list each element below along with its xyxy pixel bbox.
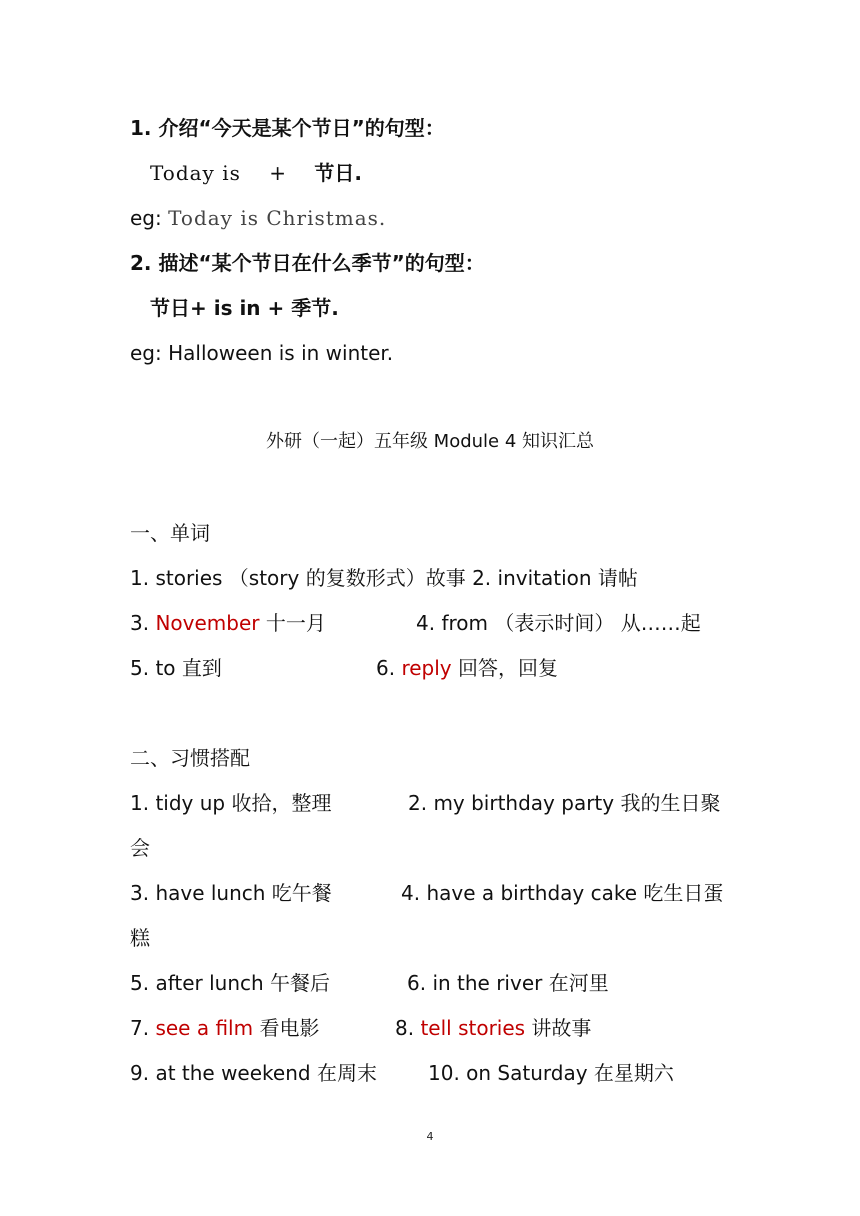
pattern-festival: 节日. bbox=[314, 161, 362, 185]
section2-heading: 2. 描述“某个节日在什么季节”的句型： bbox=[130, 251, 485, 275]
vocab-row-2-right: 4. from （表示时间） 从……起 bbox=[416, 611, 701, 635]
phrase-10: 10. on Saturday 在星期六 bbox=[428, 1061, 674, 1085]
vocab-row-1: 1. stories （story 的复数形式）故事 2. invitation 请帖 bbox=[130, 566, 638, 590]
vocab-word-reply: reply bbox=[401, 656, 452, 680]
section1-example bbox=[130, 203, 386, 233]
vocab-row-2-left bbox=[130, 608, 326, 638]
phrase-4-continued: 糕 bbox=[130, 926, 150, 950]
phrase-8-word: tell stories bbox=[420, 1016, 526, 1040]
vocab-num-6: 6. bbox=[376, 656, 402, 680]
phrase-7-word: see a film bbox=[155, 1016, 254, 1040]
vocab-row-3-left: 5. to 直到 bbox=[130, 656, 222, 680]
eg-prefix: eg: bbox=[130, 206, 169, 230]
section1-heading: 1. 介绍“今天是某个节日”的句型： bbox=[130, 116, 445, 140]
vocab-row-3-right bbox=[376, 653, 558, 683]
section1-pattern bbox=[150, 158, 362, 188]
page-number: 4 bbox=[426, 1130, 434, 1143]
phrases-heading: 二、习惯搭配 bbox=[130, 746, 250, 770]
phrase-6: 6. in the river 在河里 bbox=[407, 971, 609, 995]
vocab-meaning-november: 十一月 bbox=[259, 611, 326, 635]
vocab-heading: 一、单词 bbox=[130, 521, 210, 545]
page-title: 外研（一起）五年级 Module 4 知识汇总 bbox=[265, 431, 595, 452]
phrase-7 bbox=[130, 1013, 319, 1043]
pattern-plus: + bbox=[269, 161, 286, 185]
vocab-meaning-reply: 回答，回复 bbox=[451, 656, 558, 680]
phrase-2-continued: 会 bbox=[130, 836, 150, 860]
section2-pattern: 节日+ is in + 季节. bbox=[150, 296, 339, 320]
phrase-4: 4. have a birthday cake 吃生日蛋 bbox=[401, 881, 724, 905]
phrase-7-meaning: 看电影 bbox=[253, 1016, 320, 1040]
eg-text: Today is Christmas. bbox=[168, 206, 387, 230]
pattern-today-is: Today is bbox=[150, 161, 241, 185]
phrase-9: 9. at the weekend 在周末 bbox=[130, 1061, 377, 1085]
section2-example: eg: Halloween is in winter. bbox=[130, 341, 394, 365]
phrase-8-meaning: 讲故事 bbox=[525, 1016, 592, 1040]
phrase-1: 1. tidy up 收拾，整理 bbox=[130, 791, 332, 815]
vocab-num-3: 3. bbox=[130, 611, 156, 635]
phrase-8-num: 8. bbox=[395, 1016, 421, 1040]
phrase-7-num: 7. bbox=[130, 1016, 156, 1040]
phrase-5: 5. after lunch 午餐后 bbox=[130, 971, 331, 995]
phrase-3: 3. have lunch 吃午餐 bbox=[130, 881, 332, 905]
vocab-word-november: November bbox=[155, 611, 260, 635]
phrase-8 bbox=[395, 1013, 591, 1043]
phrase-2: 2. my birthday party 我的生日聚 bbox=[408, 791, 721, 815]
